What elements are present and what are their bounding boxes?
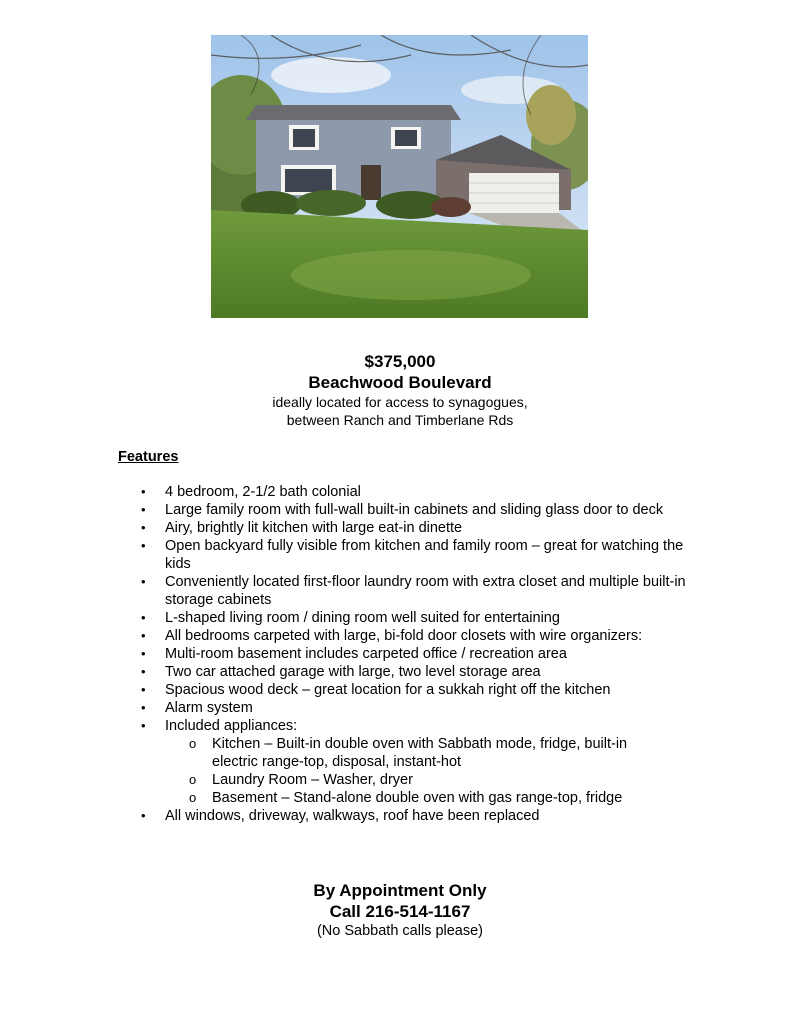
bullet-icon: •	[141, 538, 146, 553]
feature-text: All windows, driveway, walkways, roof have been replaced	[165, 808, 540, 824]
bullet-icon: •	[141, 718, 146, 733]
circle-bullet-icon: o	[189, 736, 197, 751]
list-item	[0, 717, 700, 807]
house-photo-icon	[211, 35, 588, 318]
feature-text: Included appliances:	[165, 718, 298, 734]
bullet-icon: •	[141, 484, 146, 499]
feature-text: 4 bedroom, 2-1/2 bath colonial	[165, 484, 361, 500]
phone-number: Call 216-514-1167	[329, 902, 471, 921]
list-item	[0, 627, 700, 645]
feature-text: Two car attached garage with large, two level storage area	[165, 664, 541, 680]
bullet-icon: •	[141, 808, 146, 823]
circle-bullet-icon: o	[189, 790, 197, 805]
bullet-icon: •	[141, 574, 146, 589]
appliance-text: Kitchen – Built-in double oven with Sabbath mode, fridge, built-in electric range-top, disposal, instant-hot	[212, 736, 628, 770]
sabbath-note: (No Sabbath calls please)	[316, 923, 484, 939]
circle-bullet-icon: o	[189, 772, 197, 787]
house-photo	[211, 35, 588, 318]
list-item	[0, 501, 700, 519]
feature-text: Conveniently located first-floor laundry room with extra closet and multiple built-in storage cabinets	[165, 574, 686, 608]
feature-text: Open backyard fully visible from kitchen and family room – great for watching the kids	[165, 538, 684, 572]
list-item	[0, 609, 700, 627]
appliance-text: Laundry Room – Washer, dryer	[212, 772, 413, 788]
list-item	[0, 699, 700, 717]
listing-street: Beachwood Boulevard	[308, 373, 492, 392]
bullet-icon: •	[141, 610, 146, 625]
bullet-icon: •	[141, 664, 146, 679]
bullet-icon: •	[141, 682, 146, 697]
appliance-text: Basement – Stand-alone double oven with gas range-top, fridge	[212, 790, 623, 806]
tagline-line-1: ideally located for access to synagogues,	[272, 394, 528, 410]
list-item	[0, 519, 700, 537]
feature-text: L-shaped living room / dining room well suited for entertaining	[165, 610, 560, 626]
list-item	[0, 573, 700, 609]
bullet-icon: •	[141, 502, 146, 517]
appointment-text: By Appointment Only	[313, 881, 487, 900]
list-item	[0, 807, 700, 825]
sub-list-item	[165, 789, 677, 807]
bullet-icon: •	[141, 520, 146, 535]
bullet-icon: •	[141, 628, 146, 643]
feature-text: Spacious wood deck – great location for a sukkah right off the kitchen	[165, 682, 611, 698]
feature-text: Airy, brightly lit kitchen with large eat-in dinette	[165, 520, 463, 536]
list-item	[0, 681, 700, 699]
list-item	[0, 537, 700, 573]
listing-price: $375,000	[364, 352, 436, 371]
list-item	[0, 483, 700, 501]
contact-footer	[0, 880, 800, 940]
feature-text: Large family room with full-wall built-in cabinets and sliding glass door to deck	[165, 502, 664, 518]
sub-list-item	[165, 771, 677, 789]
list-item	[0, 663, 700, 681]
bullet-icon: •	[141, 700, 146, 715]
feature-text: Multi-room basement includes carpeted office / recreation area	[165, 646, 567, 662]
feature-text: Alarm system	[165, 700, 253, 716]
tagline-line-2: between Ranch and Timberlane Rds	[286, 412, 514, 428]
feature-text: All bedrooms carpeted with large, bi-fold door closets with wire organizers:	[165, 628, 643, 644]
listing-heading	[0, 351, 800, 429]
sub-list-item	[165, 735, 677, 771]
list-item	[0, 645, 700, 663]
features-title: Features	[118, 449, 179, 465]
features-list	[0, 483, 700, 825]
bullet-icon: •	[141, 646, 146, 661]
appliances-sublist	[165, 735, 700, 807]
